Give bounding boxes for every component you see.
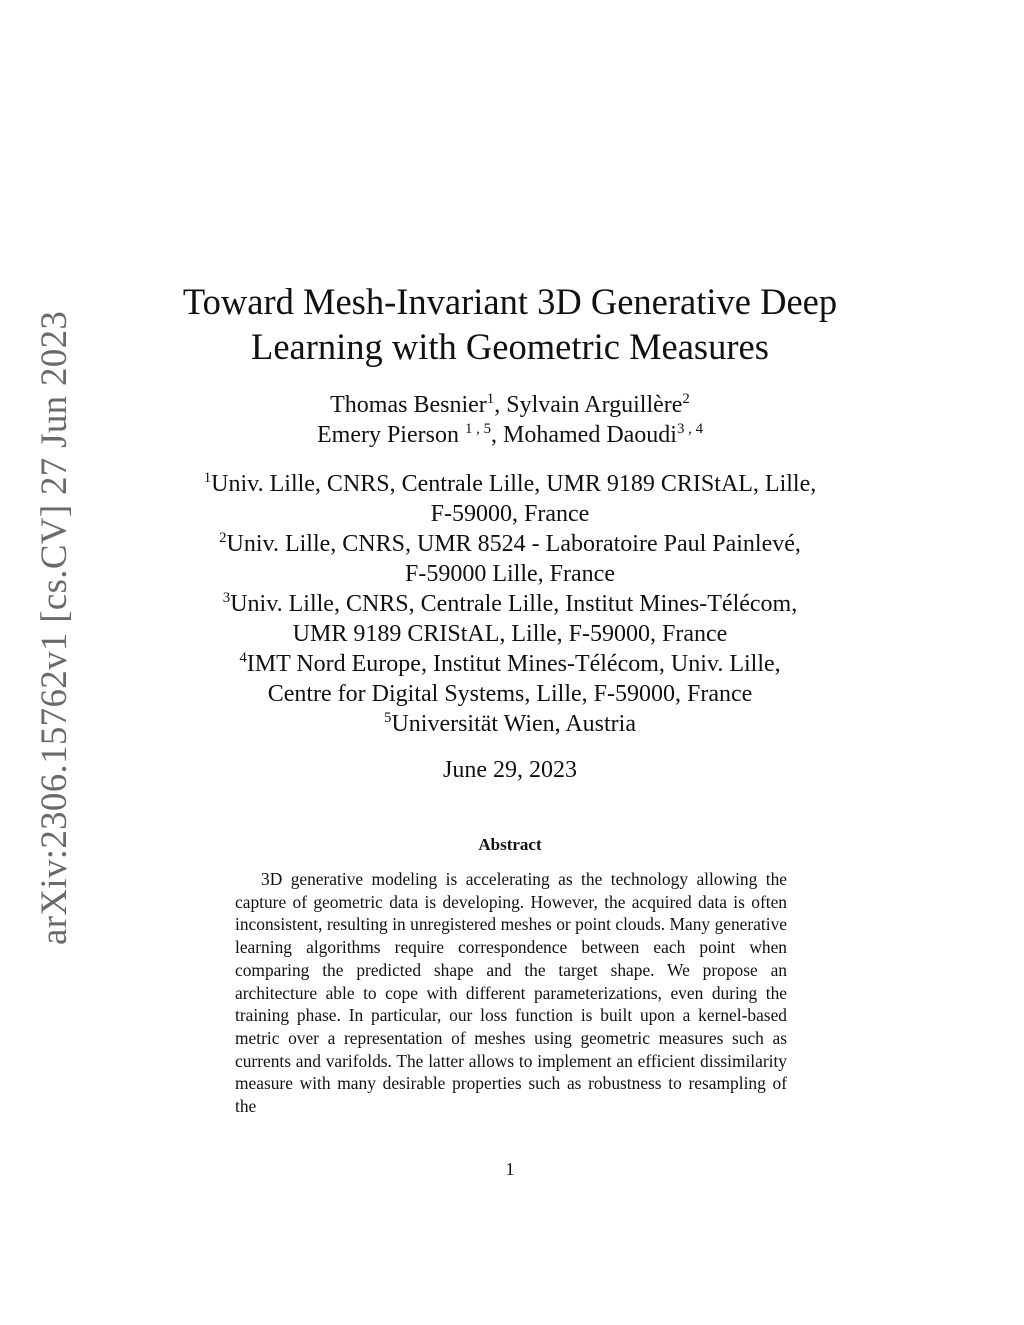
title-line: Toward Mesh-Invariant 3D Generative Deep [182, 281, 838, 322]
affiliation-text: UMR 9189 CRIStAL, Lille, F-59000, France [292, 621, 728, 647]
affiliation-list [130, 469, 890, 739]
affiliation [130, 529, 890, 589]
affiliation-text: Centre for Digital Systems, Lille, F-59000, France [267, 681, 753, 707]
author-list [130, 390, 890, 450]
page-number: 1 [505, 1159, 515, 1179]
affiliation-text: Univ. Lille, CNRS, UMR 8524 - Laboratoire Paul Painlevé, [226, 531, 801, 557]
affiliation-mark: 1 [203, 469, 212, 486]
author-affiliation-mark: 1 [486, 390, 495, 407]
affiliation [130, 709, 890, 739]
affiliation-text: Universität Wien, Austria [391, 711, 636, 737]
affiliation [130, 649, 890, 709]
author-affiliation-mark: 3 , 4 [676, 420, 703, 437]
affiliation-mark: 4 [239, 649, 247, 666]
author-line: Thomas Besnier$^1$, Sylvain Arguillère$^2$ [330, 390, 690, 418]
author-name: Emery Pierson [316, 422, 465, 448]
paper-title [130, 279, 890, 369]
affiliation-text: F-59000, France [430, 501, 590, 527]
abstract-body: 3D generative modeling is accelerating as the technology allowing the capture of geometric data is developing. However, the acquired data is often inconsistent, resulting in unregistered meshes or point clouds. Many generative learning algorithms require correspondence between each point when comparing the predicted shape and the target shape. We propose an architecture able to cope with different parameterizations, even during the training phase. In particular, our loss function is built upon a kernel-based metric over a representation of meshes using geometric measures such as currents and varifolds. The latter allows to implement an efficient dissimilarity measure with many desirable properties such as robustness to resampling of the [235, 869, 787, 1117]
author-affiliation-mark: 1 , 5 [464, 420, 491, 437]
author-name: Mohamed Daoudi [503, 422, 677, 448]
author-affiliation-mark: 2 [682, 390, 690, 407]
affiliation [130, 469, 890, 529]
affiliation-mark: 2 [219, 529, 227, 546]
author-name: Sylvain Arguillère [506, 392, 683, 418]
arxiv-identifier-stamp: arXiv:2306.15762v1 [cs.CV] 27 Jun 2023 [34, 310, 75, 945]
affiliation [130, 589, 890, 649]
affiliation-text: Univ. Lille, CNRS, Centrale Lille, Institut Mines-Télécom, [230, 591, 798, 617]
author-line: Emery Pierson $^{1 , 5}$, Mohamed Daoudi$^{3 , 4}$ [316, 420, 703, 448]
affiliation-text: IMT Nord Europe, Institut Mines-Télécom, Univ. Lille, [246, 651, 781, 677]
title-line: Learning with Geometric Measures [251, 326, 769, 367]
author-name: Thomas Besnier [330, 392, 487, 418]
publication-date: June 29, 2023 [443, 757, 577, 783]
affiliation-text: F-59000 Lille, France [405, 561, 615, 587]
abstract-heading: Abstract [478, 835, 542, 854]
affiliation-mark: 3 [222, 589, 231, 606]
affiliation-mark: 5 [384, 709, 392, 726]
affiliation-text: Univ. Lille, CNRS, Centrale Lille, UMR 9189 CRIStAL, Lille, [211, 471, 817, 497]
